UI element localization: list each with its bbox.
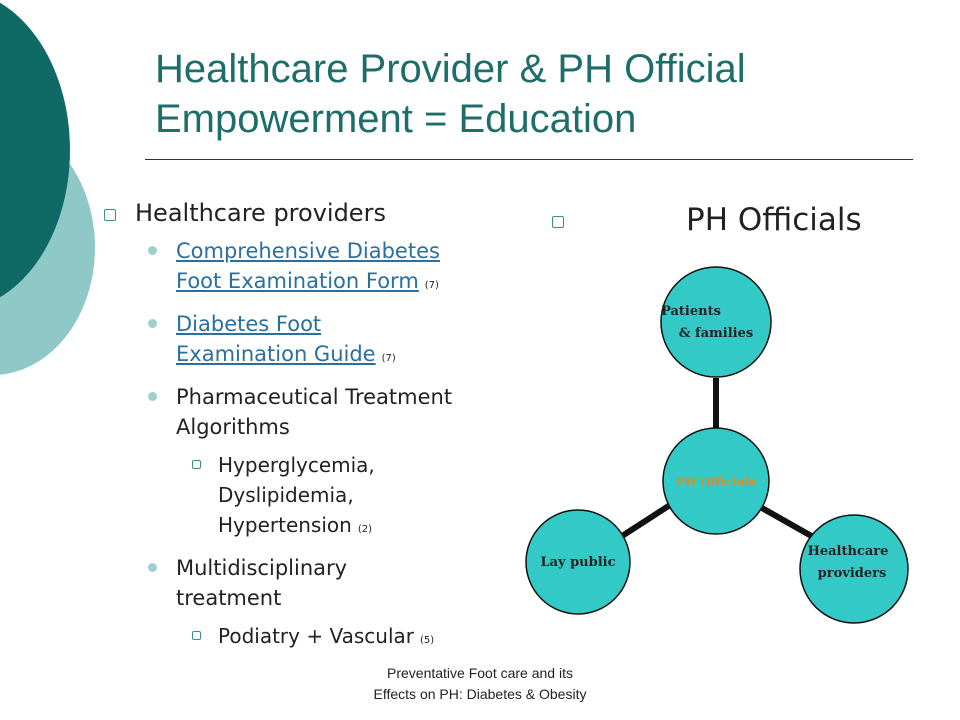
citation: (7) — [424, 280, 439, 291]
list-item — [100, 309, 520, 374]
link-foot-exam-guide[interactable] — [176, 312, 376, 366]
dot-bullet-icon — [148, 563, 157, 572]
list-item — [100, 553, 520, 613]
list-item — [100, 382, 520, 442]
item-text-line2: Algorithms — [176, 415, 290, 439]
citation: (2) — [357, 524, 372, 535]
slide-footer — [300, 663, 660, 705]
dot-bullet-icon — [148, 319, 157, 328]
footer-line1: Preventative Foot care and its — [387, 665, 573, 681]
sub-list-item — [100, 450, 520, 545]
square-bullet-icon — [192, 631, 201, 640]
node-label-right-line2: providers — [817, 566, 887, 581]
item-text-line1: Pharmaceutical Treatment — [176, 385, 453, 409]
slide-title-line1: Healthcare Provider & PH Official — [155, 47, 746, 91]
heading-text: Healthcare providers — [135, 199, 386, 227]
slide-title — [155, 44, 915, 144]
list-heading-healthcare-providers — [100, 198, 520, 228]
ph-officials-diagram — [520, 260, 960, 660]
square-bullet-icon — [192, 460, 201, 469]
item-text: Podiatry + Vascular — [218, 624, 414, 648]
citation: (5) — [419, 635, 435, 646]
sub-list-item — [100, 621, 520, 656]
dot-bullet-icon — [148, 392, 157, 401]
square-bullet-icon — [552, 216, 564, 228]
connector-left — [619, 505, 670, 538]
item-text-line3: Hypertension — [218, 513, 352, 537]
node-label-top-line2: & families — [678, 326, 754, 341]
list-item — [100, 236, 520, 301]
slide-title-line2: Empowerment = Education — [155, 97, 637, 141]
node-label-right-line1: Healthcare — [807, 544, 889, 559]
item-text-line1: Hyperglycemia, — [218, 453, 375, 477]
node-label-center: PH Officials — [675, 475, 757, 489]
item-text-line2: Dyslipidemia, — [218, 483, 354, 507]
connector-right — [762, 508, 815, 538]
item-text-line1: Multidisciplinary — [176, 556, 348, 580]
link-text-line1[interactable]: Comprehensive Diabetes — [176, 239, 440, 263]
heading-text: PH Officials — [686, 202, 862, 238]
link-text-line2[interactable]: Foot Examination Form — [176, 269, 419, 293]
link-foot-exam-form[interactable] — [176, 239, 440, 293]
link-text-line2[interactable]: Examination Guide — [176, 342, 376, 366]
footer-line2: Effects on PH: Diabetes & Obesity — [373, 686, 587, 702]
square-bullet-icon — [104, 209, 116, 221]
item-text-line2: treatment — [176, 586, 282, 610]
dot-bullet-icon — [148, 246, 157, 255]
title-divider — [145, 159, 913, 160]
node-patients-families — [661, 267, 771, 377]
citation: (7) — [381, 353, 396, 364]
link-text-line1[interactable]: Diabetes Foot — [176, 312, 322, 336]
node-label-top-line1: Patients — [661, 304, 721, 319]
healthcare-providers-list — [100, 198, 520, 656]
node-label-left: Lay public — [540, 555, 616, 570]
